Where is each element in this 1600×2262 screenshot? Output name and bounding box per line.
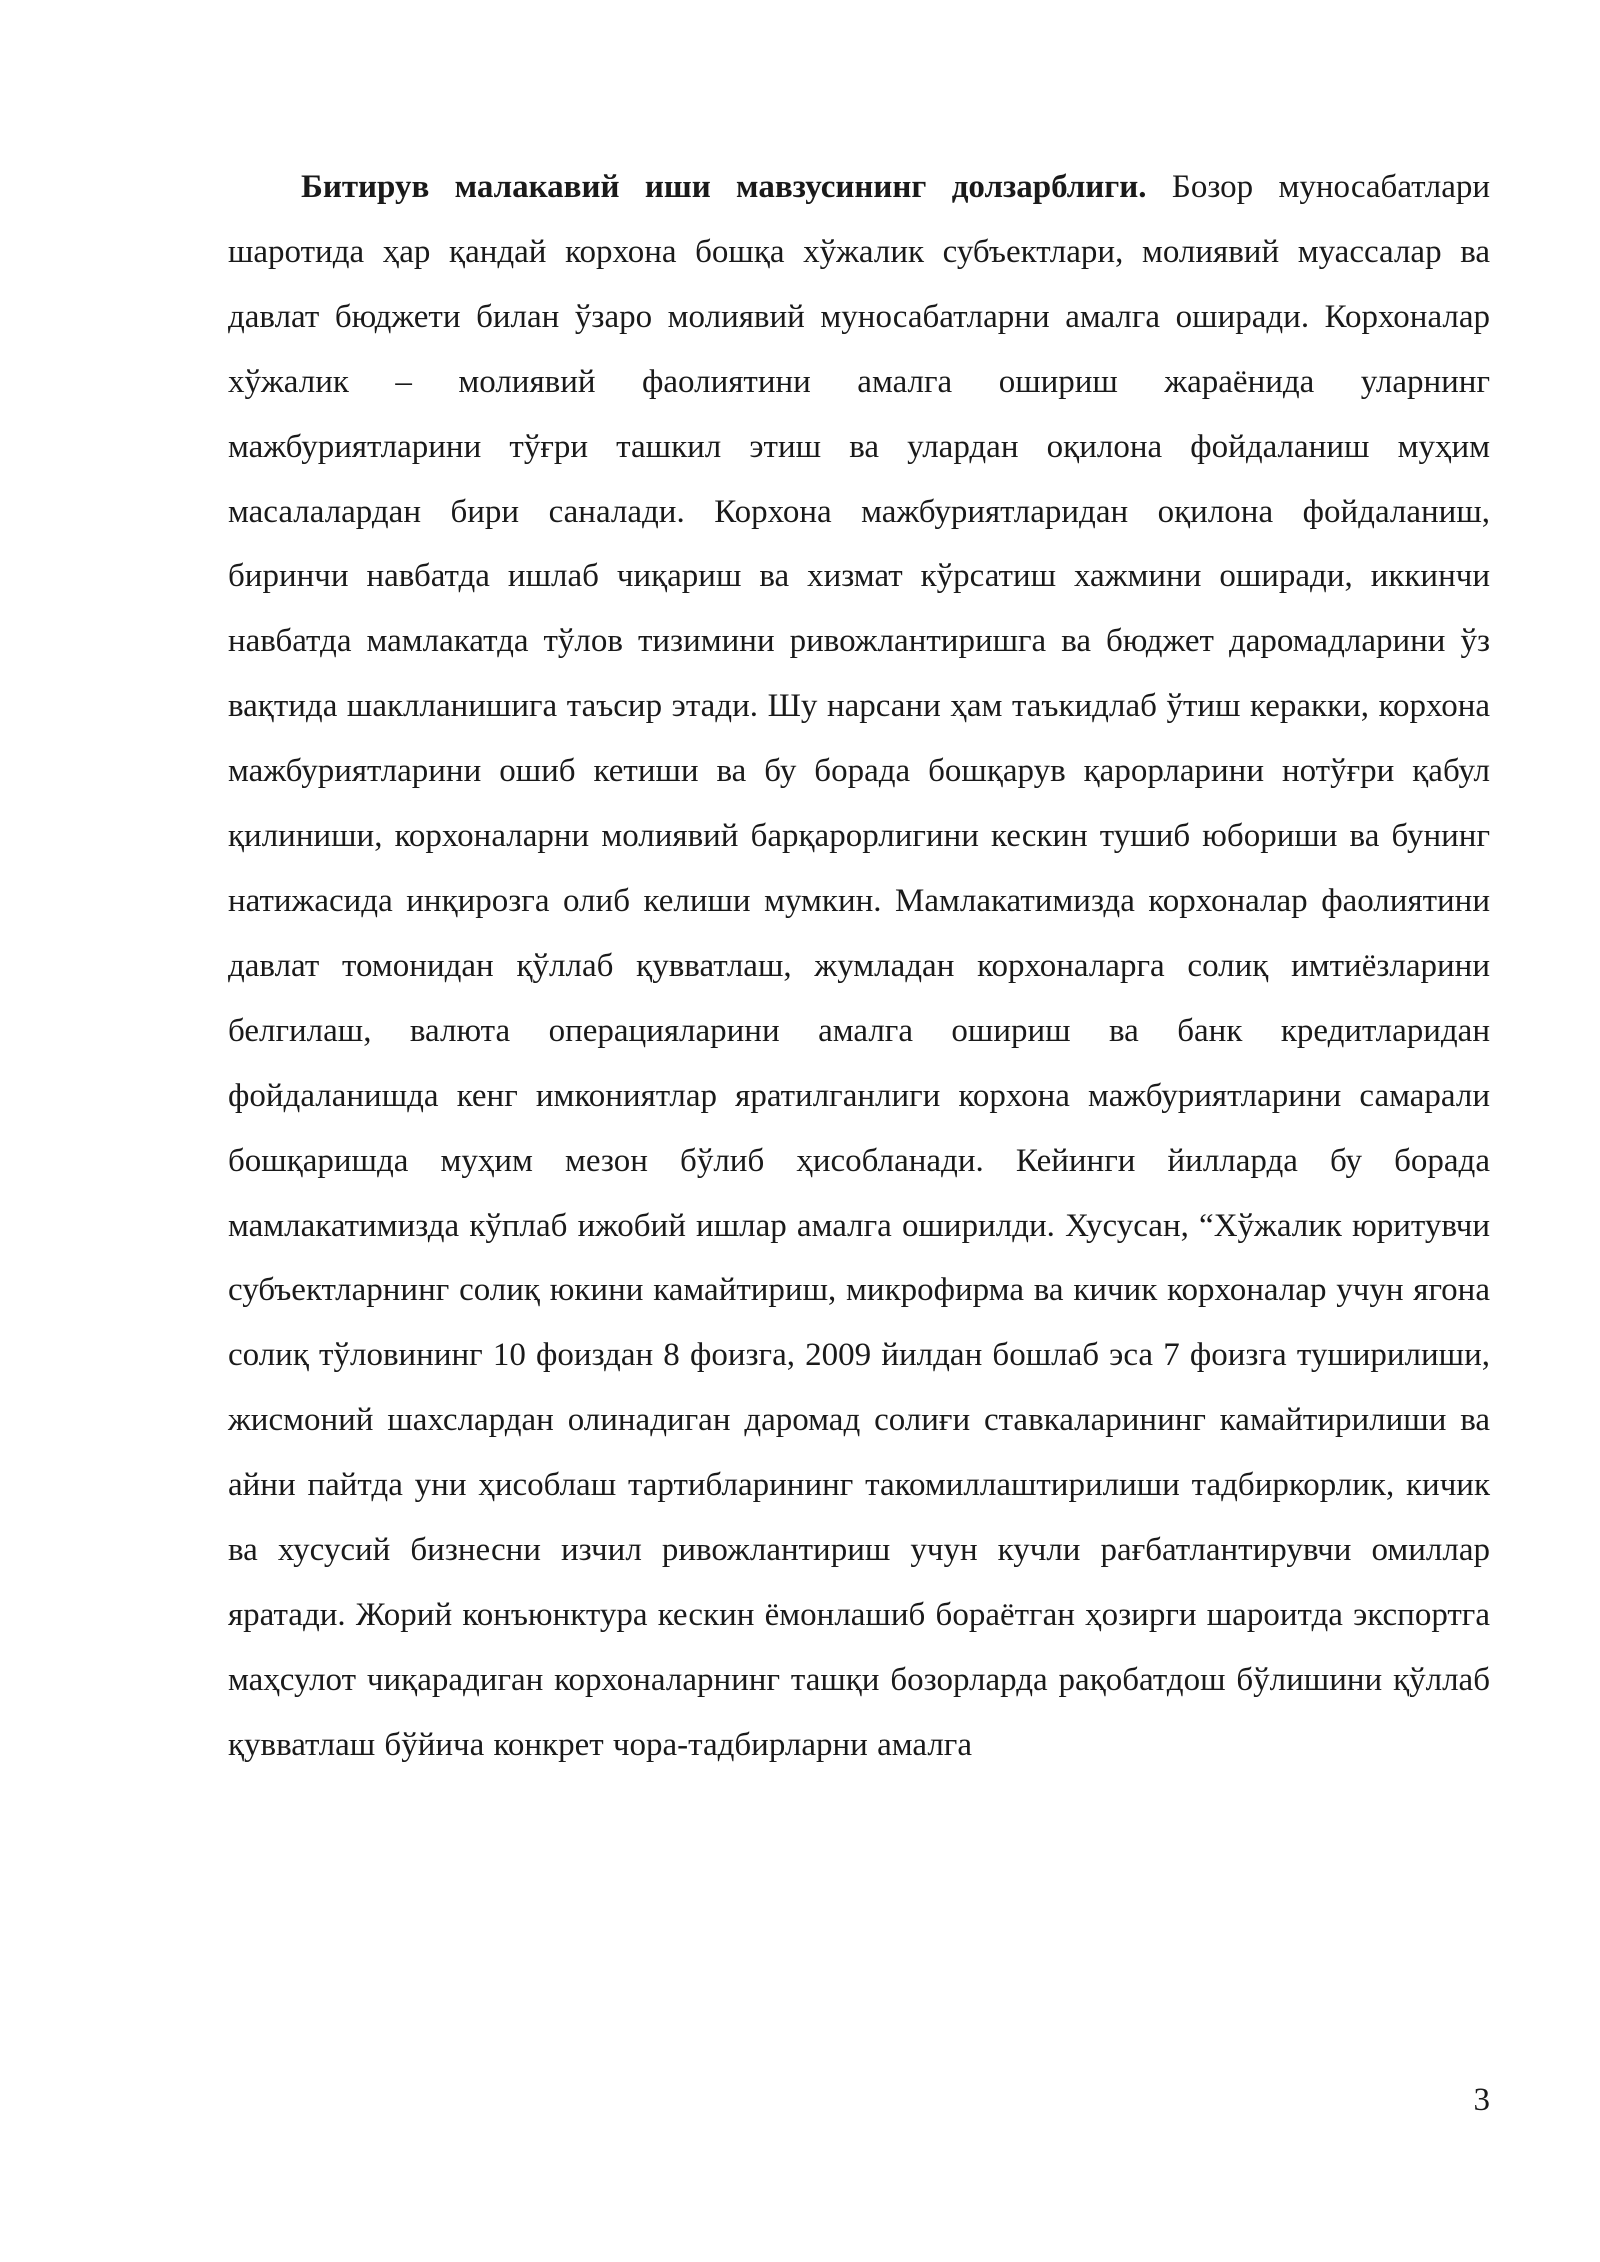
body-paragraph xyxy=(228,155,1490,1778)
page-number: 3 xyxy=(1473,2082,1490,2118)
section-heading: Битирув малакавий иши мавзусининг долзарблиги. xyxy=(301,169,1147,205)
paragraph-text: Бозор муносабатлари шаротида ҳар қандай корхона бошқа хўжалик субъектлари, молиявий муассалар ва давлат бюджети билан ўзаро молиявий муносабатларни амалга оширади. Корхоналар хўжалик – молиявий фаолиятини амалга ошириш жараёнида уларнинг мажбуриятларини тўғри ташкил этиш ва улардан оқилона фойдаланиш муҳим масалалардан бири саналади. Корхона мажбуриятларидан оқилона фойдаланиш, биринчи навбатда ишлаб чиқариш ва хизмат кўрсатиш хажмини оширади, иккинчи навбатда мамлакатда тўлов тизимини ривожлантиришга ва бюджет даромадларини ўз вақтида шаклланишига таъсир этади. Шу нарсани ҳам таъкидлаб ўтиш керакки, корхона мажбуриятларини ошиб кетиши ва бу борада бошқарув қарорларини нотўғри қабул қилиниши, корхоналарни молиявий барқарорлигини кескин тушиб юбориши ва бунинг натижасида инқирозга олиб келиши мумкин. Мамлакатимизда корхоналар фаолиятини давлат томонидан қўллаб қувватлаш, жумладан корхоналарга солиқ имтиёзларини белгилаш, валюта операцияларини амалга ошириш ва банк кредитларидан фойдаланишда кенг имкониятлар яратилганлиги корхона мажбуриятларини самарали бошқаришда муҳим мезон бўлиб ҳисобланади. Кейинги йилларда бу борада мамлакатимизда кўплаб ижобий ишлар амалга оширилди. Хусусан, “Хўжалик юритувчи субъектларнинг солиқ юкини камайтириш, микрофирма ва кичик корхоналар учун ягона солиқ тўловининг 10 фоиздан 8 фоизга, 2009 йилдан бошлаб эса 7 фоизга туширилиши, жисмоний шахслардан олинадиган даромад солиғи ставкаларининг камайтирилиши ва айни пайтда уни ҳисоблаш тартибларининг такомиллаштирилиши тадбиркорлик, кичик ва хусусий бизнесни изчил ривожлантириш учун кучли рағбатлантирувчи омиллар яратади. Жорий конъюнктура кескин ёмонлашиб бораётган ҳозирги шароитда экспортга маҳсулот чиқарадиган корхоналарнинг ташқи бозорларда рақобатдош бўлишини қўллаб қувватлаш бўйича конкрет чора-тадбирларни амалга xyxy=(228,169,1490,1763)
